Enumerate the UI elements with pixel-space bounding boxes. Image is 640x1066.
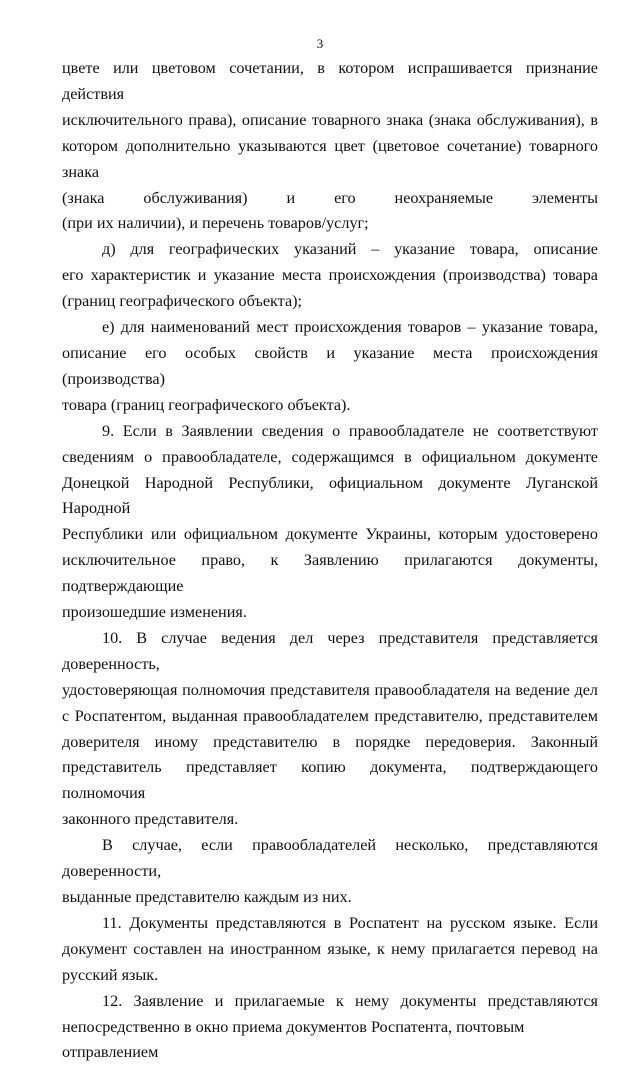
text-line: е) для наименований мест происхождения товаров – указание товара,	[102, 318, 598, 337]
text-line: (границ географического объекта);	[62, 292, 303, 311]
text-line: документ составлен на иностранном языке, к нему прилагается перевод на	[62, 939, 598, 958]
text-line: описание его особых свойств и указание места происхождения (производства)	[62, 343, 598, 388]
page-number: 3	[316, 36, 324, 51]
text-line: удостоверяющая полномочия представителя правообладателя на ведение дел	[62, 680, 598, 699]
text-line: котором дополнительно указываются цвет (цветовое сочетание) товарного знака	[62, 136, 598, 181]
paragraph	[62, 419, 598, 626]
paragraph	[62, 237, 598, 315]
paragraph	[62, 56, 598, 237]
paragraph	[62, 911, 598, 989]
text-line: цвете или цветовом сочетании, в котором испрашивается признание действия	[62, 59, 598, 103]
text-line: сведениям о правообладателе, содержащимся в официальном документе	[62, 447, 598, 466]
text-line: непосредственно в окно приема документов Роспатента, почтовым отправлением	[62, 1017, 525, 1062]
text-line: с Роспатентом, выданная правообладателем представителю, представителем	[62, 706, 598, 725]
text-line: товара (границ географического объекта).	[62, 395, 351, 414]
text-line: выданные представителю каждым из них.	[62, 888, 352, 906]
text-line: русский язык.	[62, 965, 159, 984]
paragraph	[62, 626, 598, 833]
text-line: исключительного права), описание товарного знака (знака обслуживания), в	[62, 110, 598, 129]
text-line: законного представителя.	[62, 810, 239, 829]
text-line: (знака обслуживания) и его неохраняемые элементы	[62, 188, 598, 207]
text-line: Донецкой Народной Республики, официальном документе Луганской Народной	[62, 473, 598, 518]
text-line: доверителя иному представителю в порядке передоверия. Законный	[62, 732, 598, 751]
paragraph	[62, 315, 598, 419]
paragraph	[62, 833, 598, 911]
text-line: его характеристик и указание места происхождения (производства) товара	[62, 266, 598, 285]
document-body	[62, 56, 598, 1066]
text-line: 12. Заявление и прилагаемые к нему документы представляются	[102, 991, 598, 1010]
text-line: В случае, если правообладателей несколько, представляются доверенности,	[62, 836, 598, 881]
text-line: произошедшие изменения.	[62, 603, 247, 622]
text-line: исключительное право, к Заявлению прилагаются документы, подтверждающие	[62, 551, 598, 596]
text-line: 9. Если в Заявлении сведения о правообладателе не соответствуют	[102, 421, 598, 440]
text-line: 11. Документы представляются в Роспатент на русском языке. Если	[102, 913, 598, 932]
text-line: представитель представляет копию документа, подтверждающего полномочия	[62, 758, 598, 803]
text-line: Республики или официальном документе Украины, которым удостоверено	[62, 525, 598, 544]
text-line: 10. В случае ведения дел через представителя представляется доверенность,	[62, 628, 598, 673]
text-line: д) для географических указаний – указание товара, описание	[102, 240, 598, 259]
paragraph	[62, 989, 598, 1066]
text-line: (при их наличии), и перечень товаров/услуг;	[62, 214, 369, 233]
